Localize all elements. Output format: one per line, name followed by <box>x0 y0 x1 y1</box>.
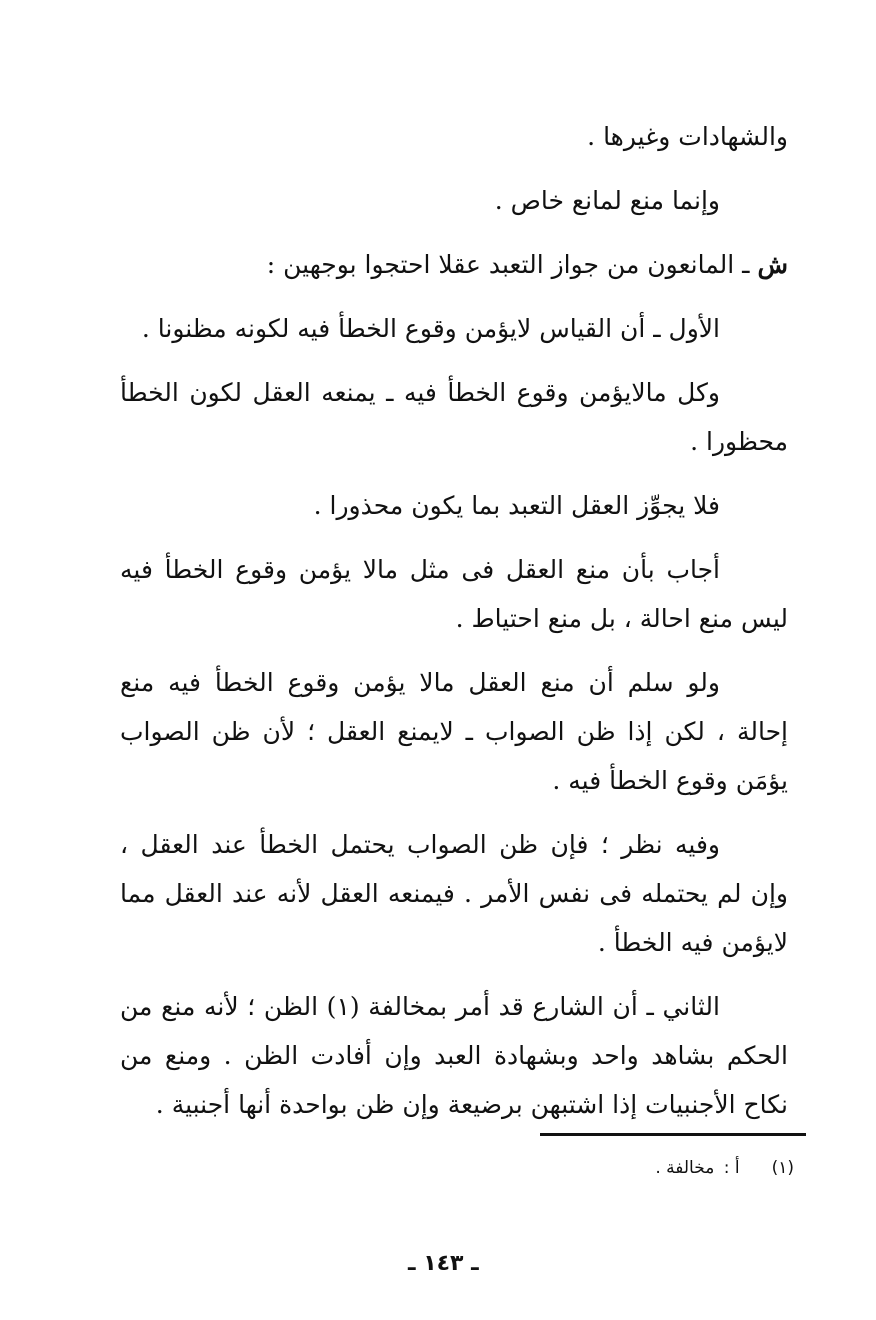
text-fragment: ـ المانعون من جواز التعبد عقلا احتجوا بوجهين : <box>266 250 750 279</box>
paragraph <box>120 481 788 530</box>
footnote-divider <box>540 1133 806 1136</box>
text-line: أجاب بأن منع العقل فى مثل مالا يؤمن وقوع الخطأ فيه ليس <box>120 555 788 633</box>
paragraph <box>120 176 788 225</box>
text-line: الخطأ . <box>597 928 673 957</box>
text-line: وكل مالايؤمن وقوع الخطأ فيه ـ يمنعه العقل لكون الخطأ <box>120 378 720 407</box>
paragraph <box>120 240 788 289</box>
text-line: منع احالة ، بل منع احتياط . <box>455 604 733 633</box>
text-line: الخطأ فيه . <box>552 766 668 795</box>
text-line: الثاني ـ أن الشارع قد أمر بمخالفة (١) الظن ؛ لأنه منع من <box>120 992 720 1021</box>
paragraph <box>120 112 788 161</box>
text-line: لم يحتمله فى نفس الأمر . فيمنعه العقل لأنه عند العقل مما لايؤمن فيه <box>120 879 788 957</box>
text-line: نكاح الأجنبيات إذا اشتبهن برضيعة وإن ظن بواحدة أنها أجنبية . <box>155 1090 788 1119</box>
text-line: ولو سلم أن منع العقل مالا يؤمن وقوع الخطأ فيه منع إحالة ، <box>120 668 788 746</box>
text-line <box>120 240 788 289</box>
text-line: لكن إذا ظن الصواب ـ لايمنع العقل ؛ لأن ظن الصواب يؤمَن وقوع <box>120 717 788 795</box>
footnote-source: أ : <box>723 1158 740 1178</box>
paragraph <box>120 820 788 967</box>
text-line: والشهادات وغيرها . <box>587 122 788 151</box>
sharh-marker: ش <box>757 250 788 279</box>
paragraph <box>120 658 788 805</box>
page-number: ـ ١٤٣ ـ <box>408 1251 479 1276</box>
body-text <box>120 112 788 1144</box>
text-line: محظورا . <box>690 427 788 456</box>
footnote-number: (١) <box>771 1158 794 1178</box>
text-line: وإنما منع لمانع خاص . <box>494 186 720 215</box>
paragraph <box>120 982 788 1129</box>
footnote-text: مخالفة . <box>655 1158 715 1178</box>
paragraph <box>120 304 788 353</box>
text-line: وفيه نظر ؛ فإن ظن الصواب يحتمل الخطأ عند العقل ، وإن <box>120 830 788 908</box>
paragraph <box>120 545 788 643</box>
text-line: الأول ـ أن القياس لايؤمن وقوع الخطأ فيه لكونه مظنونا . <box>141 314 720 343</box>
text-line: الحكم بشاهد واحد وبشهادة العبد وإن أفادت الظن . ومنع من <box>120 1041 788 1070</box>
paragraph <box>120 368 788 466</box>
text-line: فلا يجوِّز العقل التعبد بما يكون محذورا . <box>313 491 720 520</box>
footnote <box>655 1153 794 1183</box>
